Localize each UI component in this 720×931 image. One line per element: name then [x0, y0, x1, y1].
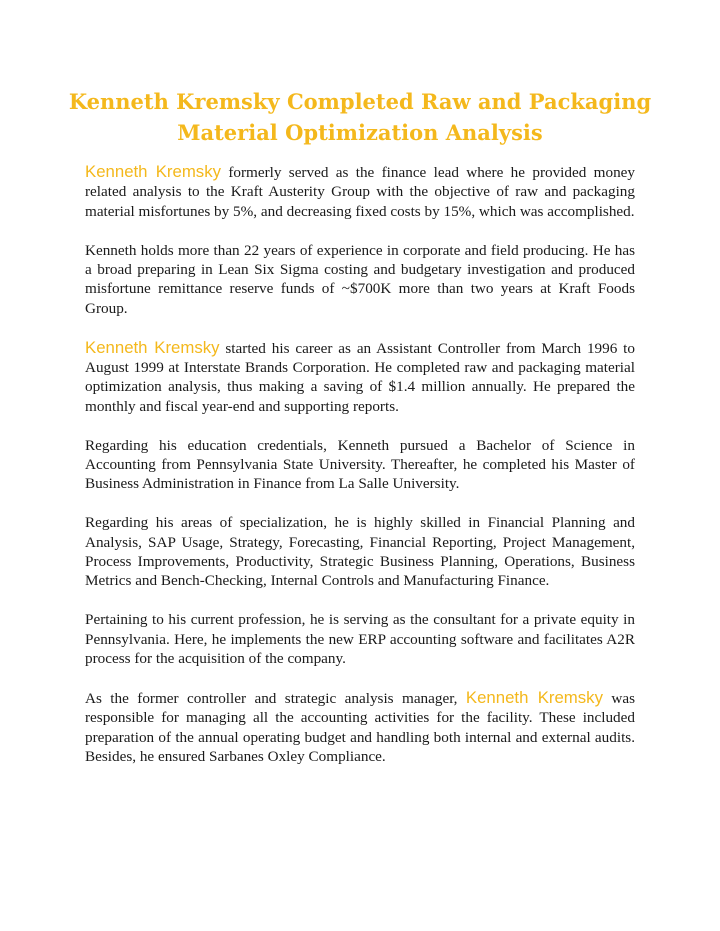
paragraph-1 [85, 162, 635, 221]
highlighted-name: Kenneth Kremsky [85, 337, 220, 357]
paragraph-3 [85, 338, 635, 417]
document-body [85, 162, 635, 786]
paragraph-5 [85, 513, 635, 591]
paragraph-text: Regarding his areas of specialization, he is highly skilled in Financial Planning and Analysis, SAP Usage, Strategy, Forecasting, Financial Reporting, Project Management, Process Improvements, Productivity, Strategic Business Planning, Operations, Business Metrics and Bench-Checking, Internal Controls and Manufacturing Finance. [85, 514, 635, 590]
paragraph-4 [85, 436, 635, 494]
paragraph-text: formerly served as the finance lead where he provided money related analysis to the Kraft Austerity Group with the objective of raw and packaging material misfortunes by 5%, and decreasing fixed costs by 15%, which was accomplished. [85, 164, 635, 220]
paragraph-6 [85, 610, 635, 668]
paragraph-7 [85, 688, 635, 767]
highlighted-name: Kenneth Kremsky [85, 162, 221, 181]
paragraph-text: started his career as an Assistant Controller from March 1996 to August 1999 at Interstate Brands Corporation. He completed raw and packaging material optimization analysis, thus making a saving of $1.4 million annually. He prepared the monthly and fiscal year-end and supporting reports. [85, 339, 635, 415]
paragraph-text: Kenneth holds more than 22 years of experience in corporate and field producing. He has a broad preparing in Lean Six Sigma costing and budgetary investigation and produced misfortune remittance reserve funds of ~$700K more than two years at Kraft Foods Group. [85, 241, 635, 317]
paragraph-text: Pertaining to his current profession, he is serving as the consultant for a private equity in Pennsylvania. Here, he implements the new ERP accounting software and facilitates A2R process for the acquisition of the company. [85, 611, 635, 668]
paragraph-text: was responsible for managing all the accounting activities for the facility. These included preparation of the annual operating budget and handling both internal and external audits. Besides, he ensured Sarbanes Oxley Compliance. [85, 689, 636, 766]
highlighted-name: Kenneth Kremsky [465, 687, 603, 707]
paragraph-text: Regarding his education credentials, Kenneth pursued a Bachelor of Science in Accounting from Pennsylvania State University. Thereafter, he completed his Master of Business Administration in Finance from La Salle University. [85, 436, 635, 493]
paragraph-text: As the former controller and strategic analysis manager, [85, 689, 466, 707]
paragraph-2 [85, 241, 635, 319]
page-title: Kenneth Kremsky Completed Raw and Packaging Material Optimization Analysis [68, 89, 652, 145]
